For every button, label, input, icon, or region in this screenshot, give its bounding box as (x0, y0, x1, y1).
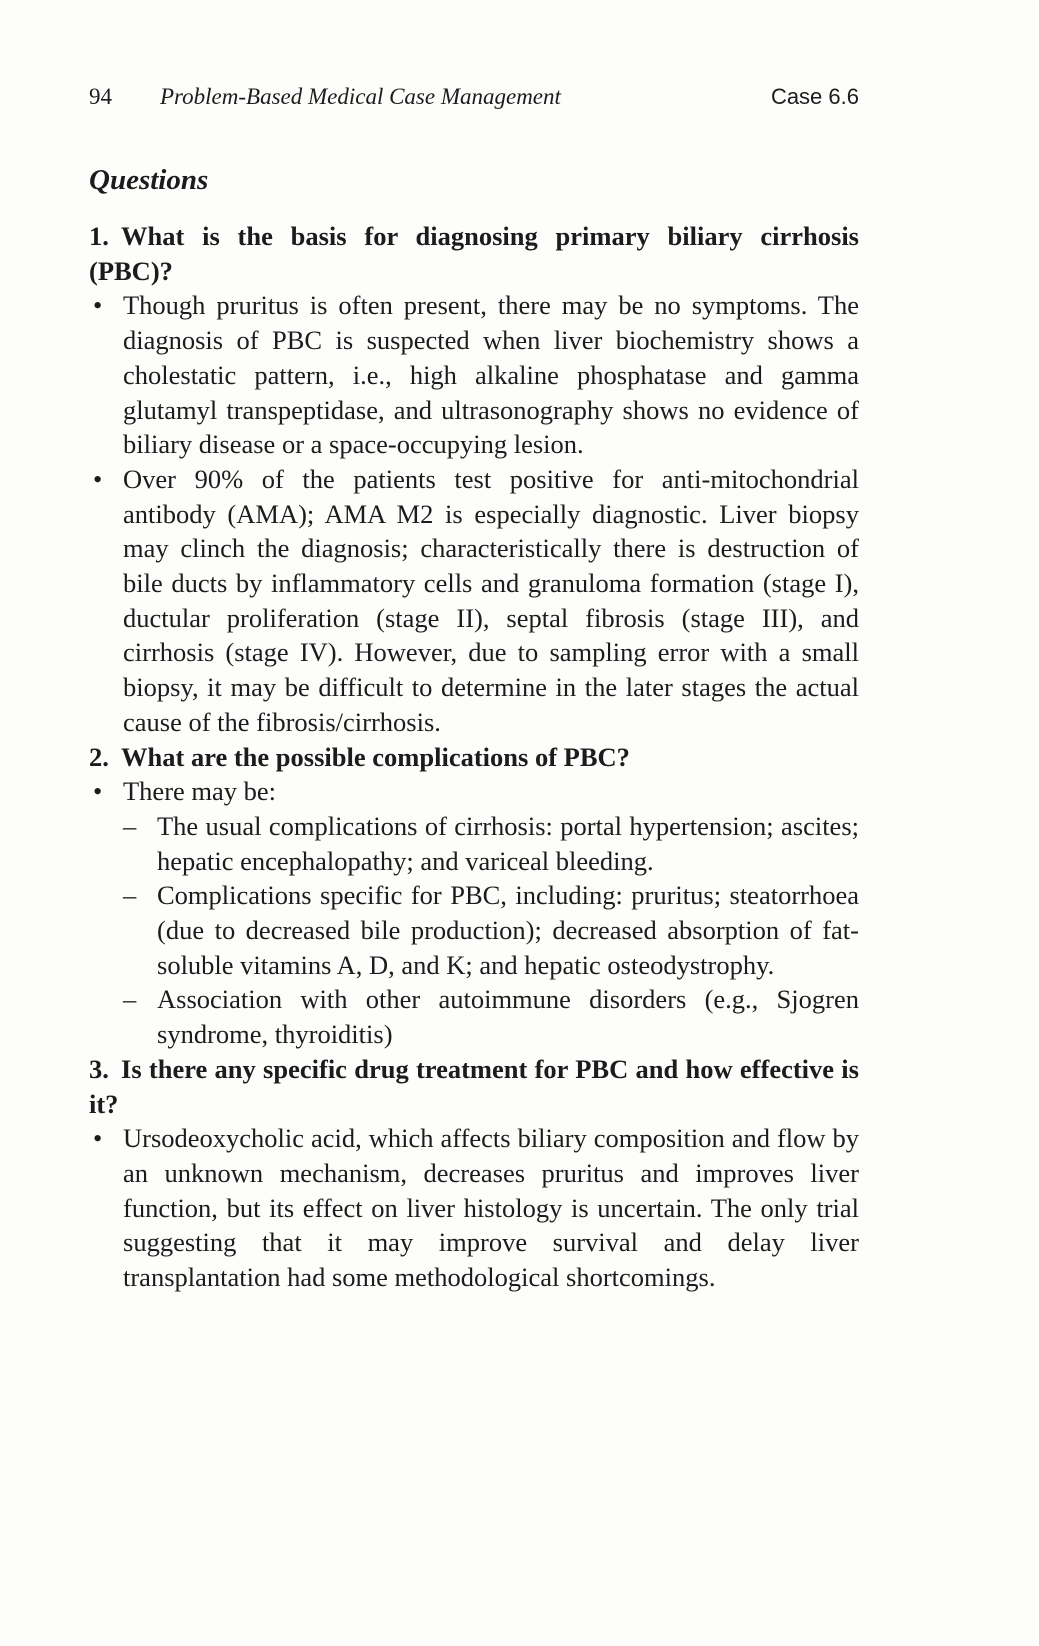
question-number: 1. (89, 221, 109, 251)
subitem-text: The usual complications of cirrhosis: portal hypertension; ascites; hepatic encephalopathy; and variceal bleeding. (157, 810, 859, 876)
dash-marker: – (123, 810, 137, 841)
bullet-text: Over 90% of the patients test positive for anti-mitochondrial antibody (AMA); AMA M2 is especially diagnostic. Liver biopsy may clinch the diagnosis; characteristically there is destruction of bile ducts by inflammatory cells and granuloma formation (stage I), ductular proliferation (stage II), septal fibrosis (stage III), and cirrhosis (stage IV). However, due to sampling error with a small biopsy, it may be difficult to determine in the later stages the actual cause of the fibrosis/cirrhosis. (123, 463, 859, 737)
answer-bullet (89, 1121, 859, 1295)
question-text: Is there any specific drug treatment for PBC and how effective is it? (89, 1053, 859, 1119)
subitem-text: Association with other autoimmune disorders (e.g., Sjogren syndrome, thyroiditis) (157, 984, 859, 1050)
case-label: Case 6.6 (770, 84, 859, 109)
dash-marker: – (123, 984, 137, 1015)
section-title: Questions (89, 164, 209, 196)
question-number: 2. (89, 741, 109, 772)
book-title: Problem-Based Medical Case Management (160, 84, 561, 109)
page-content (89, 160, 859, 1295)
bullet-text: Though pruritus is often present, there may be no symptoms. The diagnosis of PBC is suspected when liver biochemistry shows a cholestatic pattern, i.e., high alkaline phosphatase and gamma glutamyl transpeptidase, and ultrasonography shows no evidence of biliary disease or a space-occupying lesion. (123, 290, 859, 460)
running-header (89, 84, 859, 120)
question-3 (89, 1052, 859, 1121)
dash-marker: – (123, 880, 137, 911)
page-number: 94 (89, 84, 112, 109)
answer-bullet (89, 462, 859, 740)
bullet-marker: • (93, 463, 103, 494)
answer-bullet (89, 774, 859, 809)
question-number: 3. (89, 1053, 109, 1084)
answer-subitem (89, 809, 859, 878)
answer-bullet (89, 288, 859, 462)
question-text: What is the basis for diagnosing primary biliary cirrhosis (PBC)? (89, 221, 859, 286)
answer-subitem (89, 878, 859, 982)
bullet-marker: • (93, 776, 103, 807)
question-1 (89, 219, 859, 288)
bullet-marker: • (93, 290, 103, 321)
bullet-marker: • (93, 1123, 103, 1154)
bullet-text: Ursodeoxycholic acid, which affects biliary composition and flow by an unknown mechanism, decreases pruritus and improves liver function, but its effect on liver histology is uncertain. The only trial suggesting that it may improve survival and delay liver transplantation had some methodological shortcomings. (123, 1123, 859, 1293)
question-2 (89, 740, 859, 775)
answer-subitem (89, 982, 859, 1051)
bullet-text: There may be: (123, 776, 277, 807)
question-text: What are the possible complications of PBC? (121, 741, 630, 772)
subitem-text: Complications specific for PBC, including: pruritus; steatorrhoea (due to decreased bile production); decreased absorption of fat-soluble vitamins A, D, and K; and hepatic osteodystrophy. (157, 880, 859, 980)
